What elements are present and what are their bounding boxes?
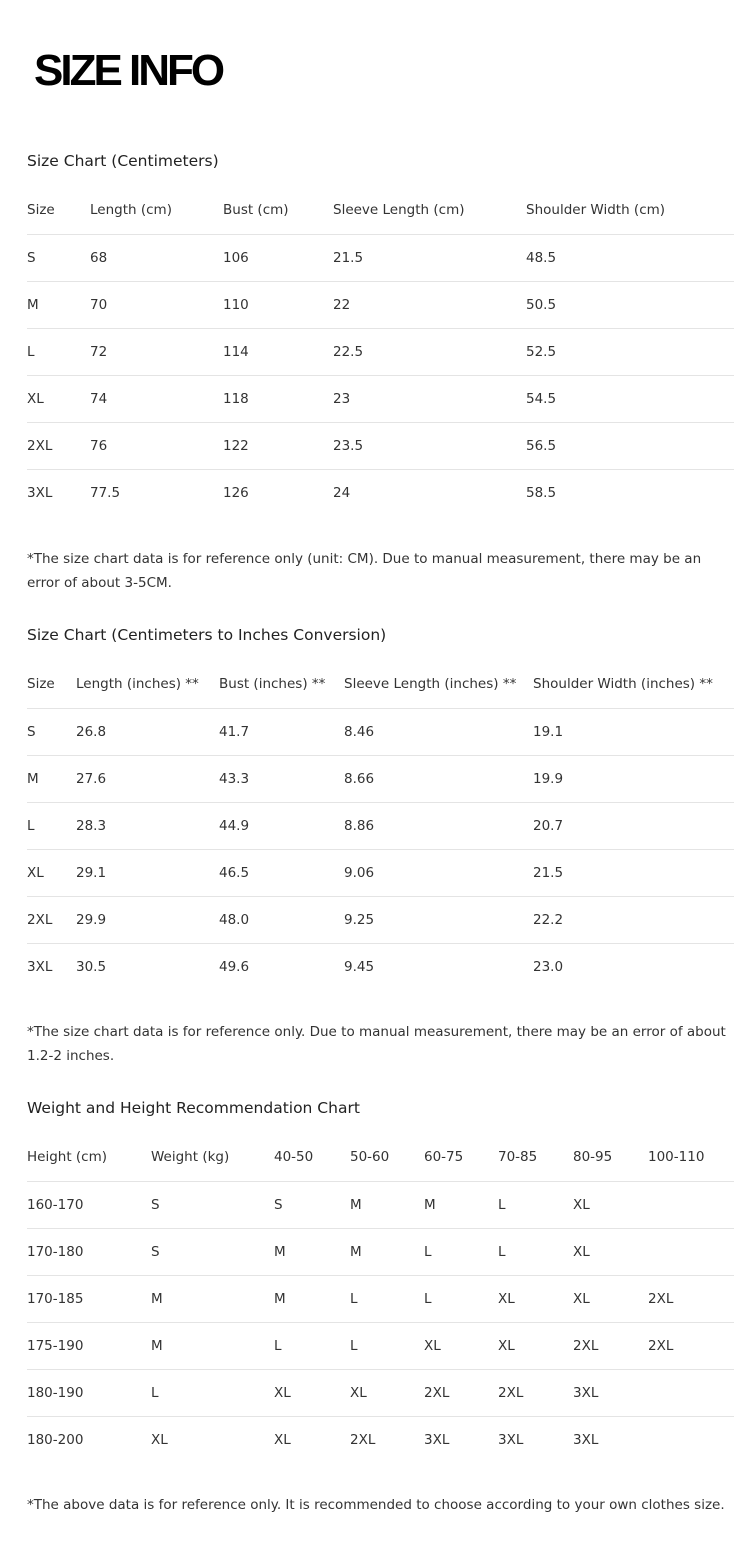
table-cell: XL bbox=[498, 1322, 573, 1369]
header-row bbox=[27, 661, 734, 708]
table-cell: 118 bbox=[223, 375, 333, 422]
table-cell: 49.6 bbox=[219, 943, 344, 990]
table-cell: 24 bbox=[333, 469, 526, 516]
row-label-cell: 170-180 bbox=[27, 1228, 151, 1275]
col-header: Sleeve Length (cm) bbox=[333, 202, 465, 219]
col-header: Shoulder Width (cm) bbox=[526, 202, 666, 219]
table-cell: 41.7 bbox=[219, 708, 344, 755]
table-cell: 2XL bbox=[350, 1416, 424, 1463]
table-cell: L bbox=[151, 1369, 274, 1416]
row-label-cell: 3XL bbox=[27, 469, 90, 516]
table-cell: 126 bbox=[223, 469, 333, 516]
table-cell: 44.9 bbox=[219, 802, 344, 849]
table-header bbox=[27, 187, 734, 234]
cm-size-table bbox=[27, 187, 734, 516]
col-header: 60-75 bbox=[424, 1149, 464, 1166]
col-header: Length (cm) bbox=[90, 202, 172, 219]
table-row bbox=[27, 469, 734, 516]
table-cell: 48.5 bbox=[526, 234, 734, 281]
table-cell: 3XL bbox=[573, 1369, 648, 1416]
col-header: Shoulder Width (inches) ** bbox=[533, 676, 713, 693]
table-cell: 20.7 bbox=[533, 802, 734, 849]
table-cell: L bbox=[498, 1228, 573, 1275]
row-label-cell: L bbox=[27, 328, 90, 375]
col-header: 100-110 bbox=[648, 1149, 705, 1166]
table-cell: M bbox=[350, 1181, 424, 1228]
table-cell: M bbox=[274, 1228, 350, 1275]
table-cell: S bbox=[274, 1181, 350, 1228]
table-row bbox=[27, 849, 734, 896]
table-cell: 3XL bbox=[573, 1416, 648, 1463]
table-body bbox=[27, 708, 734, 990]
table-cell: 2XL bbox=[648, 1322, 734, 1369]
table-cell: XL bbox=[424, 1322, 498, 1369]
table-row bbox=[27, 375, 734, 422]
col-header: 80-95 bbox=[573, 1149, 613, 1166]
table-row bbox=[27, 281, 734, 328]
table-row bbox=[27, 1369, 734, 1416]
table-cell: 19.1 bbox=[533, 708, 734, 755]
row-label-cell: 3XL bbox=[27, 943, 76, 990]
table-cell: S bbox=[151, 1228, 274, 1275]
table-row bbox=[27, 896, 734, 943]
table-row bbox=[27, 1322, 734, 1369]
inch-chart-heading: Size Chart (Centimeters to Inches Conversion) bbox=[27, 626, 387, 644]
table-cell: L bbox=[424, 1275, 498, 1322]
table-cell: 50.5 bbox=[526, 281, 734, 328]
table-cell: 21.5 bbox=[533, 849, 734, 896]
col-header: 70-85 bbox=[498, 1149, 538, 1166]
table-cell: 56.5 bbox=[526, 422, 734, 469]
table-cell: 9.45 bbox=[344, 943, 533, 990]
recommend-chart-note: *The above data is for reference only. It is recommended to choose according to your own clothes size. bbox=[27, 1497, 725, 1513]
table-cell: 2XL bbox=[573, 1322, 648, 1369]
col-header: Sleeve Length (inches) ** bbox=[344, 676, 517, 693]
table-cell: 114 bbox=[223, 328, 333, 375]
table-cell: 8.46 bbox=[344, 708, 533, 755]
table-cell: M bbox=[274, 1275, 350, 1322]
table-cell: L bbox=[498, 1181, 573, 1228]
table-cell: 23.5 bbox=[333, 422, 526, 469]
row-label-cell: M bbox=[27, 281, 90, 328]
table-cell: 3XL bbox=[424, 1416, 498, 1463]
table-cell: M bbox=[151, 1275, 274, 1322]
table-cell: 48.0 bbox=[219, 896, 344, 943]
recommend-chart-heading: Weight and Height Recommendation Chart bbox=[27, 1099, 360, 1117]
table-row bbox=[27, 328, 734, 375]
table-cell: 28.3 bbox=[76, 802, 219, 849]
table-cell: 3XL bbox=[498, 1416, 573, 1463]
table-cell: 22 bbox=[333, 281, 526, 328]
table-row bbox=[27, 1228, 734, 1275]
row-label-cell: 180-200 bbox=[27, 1416, 151, 1463]
table-cell: 106 bbox=[223, 234, 333, 281]
table-cell: 23.0 bbox=[533, 943, 734, 990]
row-label-cell: 175-190 bbox=[27, 1322, 151, 1369]
table-cell: 9.06 bbox=[344, 849, 533, 896]
table-cell: M bbox=[151, 1322, 274, 1369]
table-cell: 122 bbox=[223, 422, 333, 469]
col-header: 40-50 bbox=[274, 1149, 314, 1166]
table-row bbox=[27, 755, 734, 802]
table-cell: L bbox=[274, 1322, 350, 1369]
table-cell: 26.8 bbox=[76, 708, 219, 755]
table-cell: 2XL bbox=[424, 1369, 498, 1416]
inch-size-table bbox=[27, 661, 734, 990]
table-cell: L bbox=[350, 1275, 424, 1322]
table-cell: L bbox=[424, 1228, 498, 1275]
table-cell: S bbox=[151, 1181, 274, 1228]
table-cell: 52.5 bbox=[526, 328, 734, 375]
table-cell: 76 bbox=[90, 422, 223, 469]
table-cell: XL bbox=[350, 1369, 424, 1416]
table-row bbox=[27, 234, 734, 281]
table-cell: XL bbox=[498, 1275, 573, 1322]
table-cell: 23 bbox=[333, 375, 526, 422]
table-cell: 58.5 bbox=[526, 469, 734, 516]
col-header: Size bbox=[27, 202, 55, 219]
header-row bbox=[27, 187, 734, 234]
table-cell bbox=[648, 1369, 734, 1416]
table-row bbox=[27, 1416, 734, 1463]
row-label-cell: 160-170 bbox=[27, 1181, 151, 1228]
row-label-cell: S bbox=[27, 708, 76, 755]
header-row bbox=[27, 1134, 734, 1181]
table-cell bbox=[648, 1416, 734, 1463]
row-label-cell: XL bbox=[27, 849, 76, 896]
table-cell: XL bbox=[573, 1275, 648, 1322]
table-cell: 8.86 bbox=[344, 802, 533, 849]
col-header: Height (cm) bbox=[27, 1149, 108, 1166]
table-cell: XL bbox=[573, 1228, 648, 1275]
row-label-cell: M bbox=[27, 755, 76, 802]
col-header: 50-60 bbox=[350, 1149, 390, 1166]
table-row bbox=[27, 1181, 734, 1228]
cm-chart-note: *The size chart data is for reference only (unit: CM). Due to manual measurement, there may be an error of about 3-5CM. bbox=[27, 551, 702, 591]
table-body bbox=[27, 1181, 734, 1463]
table-cell: 19.9 bbox=[533, 755, 734, 802]
table-cell: 29.9 bbox=[76, 896, 219, 943]
table-cell: 8.66 bbox=[344, 755, 533, 802]
col-header: Length (inches) ** bbox=[76, 676, 199, 693]
row-label-cell: 2XL bbox=[27, 422, 90, 469]
row-label-cell: S bbox=[27, 234, 90, 281]
table-cell: XL bbox=[274, 1369, 350, 1416]
table-cell: 77.5 bbox=[90, 469, 223, 516]
table-cell: XL bbox=[573, 1181, 648, 1228]
table-cell: 9.25 bbox=[344, 896, 533, 943]
table-row bbox=[27, 708, 734, 755]
row-label-cell: 2XL bbox=[27, 896, 76, 943]
table-cell: 72 bbox=[90, 328, 223, 375]
table-row bbox=[27, 943, 734, 990]
table-row bbox=[27, 802, 734, 849]
table-cell: XL bbox=[274, 1416, 350, 1463]
table-cell: XL bbox=[151, 1416, 274, 1463]
table-cell: 46.5 bbox=[219, 849, 344, 896]
col-header: Bust (inches) ** bbox=[219, 676, 326, 693]
col-header: Bust (cm) bbox=[223, 202, 289, 219]
page-title: SIZE INFO bbox=[34, 46, 223, 95]
table-cell: 2XL bbox=[648, 1275, 734, 1322]
table-cell bbox=[648, 1228, 734, 1275]
row-label-cell: 180-190 bbox=[27, 1369, 151, 1416]
row-label-cell: L bbox=[27, 802, 76, 849]
table-cell: L bbox=[350, 1322, 424, 1369]
cm-chart-heading: Size Chart (Centimeters) bbox=[27, 152, 219, 170]
row-label-cell: 170-185 bbox=[27, 1275, 151, 1322]
col-header: Weight (kg) bbox=[151, 1149, 230, 1166]
table-cell: 74 bbox=[90, 375, 223, 422]
table-cell: M bbox=[424, 1181, 498, 1228]
table-header bbox=[27, 661, 734, 708]
table-cell: 29.1 bbox=[76, 849, 219, 896]
inch-chart-note: *The size chart data is for reference only. Due to manual measurement, there may be an error of about 1.2-2 inches. bbox=[27, 1024, 726, 1064]
table-cell: 22.5 bbox=[333, 328, 526, 375]
table-header bbox=[27, 1134, 734, 1181]
table-cell: 30.5 bbox=[76, 943, 219, 990]
table-cell: 68 bbox=[90, 234, 223, 281]
table-cell: 110 bbox=[223, 281, 333, 328]
table-body bbox=[27, 234, 734, 516]
table-row bbox=[27, 1275, 734, 1322]
table-cell: 54.5 bbox=[526, 375, 734, 422]
col-header: Size bbox=[27, 676, 55, 693]
table-cell: M bbox=[350, 1228, 424, 1275]
table-cell bbox=[648, 1181, 734, 1228]
table-cell: 21.5 bbox=[333, 234, 526, 281]
table-cell: 27.6 bbox=[76, 755, 219, 802]
table-cell: 2XL bbox=[498, 1369, 573, 1416]
row-label-cell: XL bbox=[27, 375, 90, 422]
table-cell: 43.3 bbox=[219, 755, 344, 802]
table-row bbox=[27, 422, 734, 469]
recommend-table bbox=[27, 1134, 734, 1463]
table-cell: 22.2 bbox=[533, 896, 734, 943]
table-cell: 70 bbox=[90, 281, 223, 328]
